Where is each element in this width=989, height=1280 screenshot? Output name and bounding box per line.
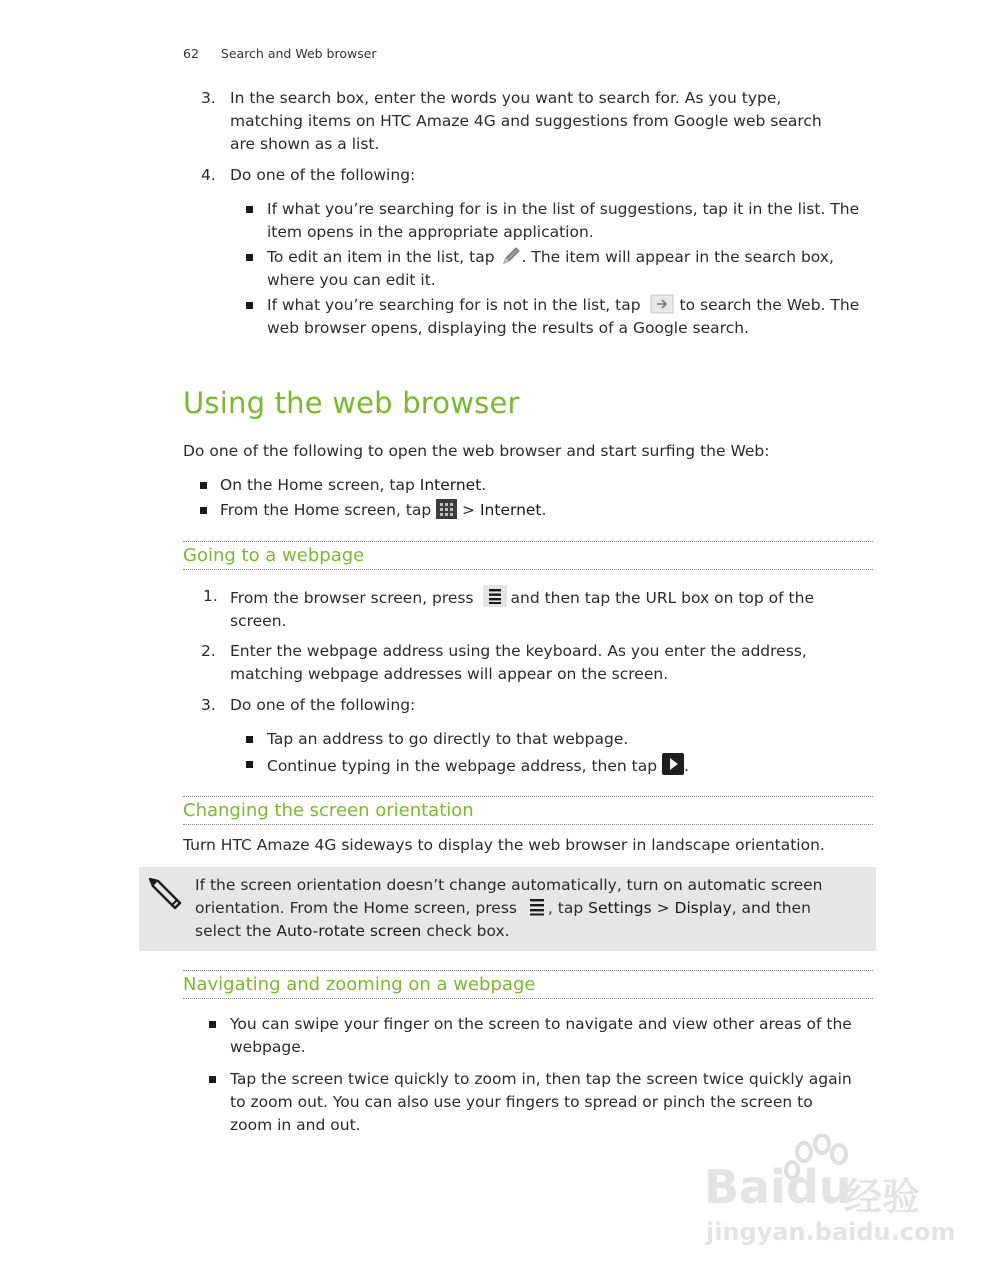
- section-title: Search and Web browser: [220, 46, 377, 61]
- pencil-note-icon: [147, 876, 183, 912]
- menu-icon: [483, 585, 507, 607]
- bullet-icon: [200, 507, 207, 514]
- subsection-heading: Going to a webpage: [183, 545, 365, 566]
- watermark-cn: 经验: [844, 1175, 921, 1219]
- page-number: 62: [183, 46, 199, 61]
- bullet-icon: [246, 736, 253, 743]
- intro-text: Do one of the following to open the web browser and start surfing the Web:: [183, 442, 770, 460]
- menu-icon: [526, 897, 548, 917]
- subsection-heading: Changing the screen orientation: [183, 800, 474, 821]
- divider: [183, 541, 873, 542]
- bullet-icon: [200, 482, 207, 489]
- divider: [183, 824, 873, 825]
- bullet-icon: [209, 1021, 216, 1028]
- watermark-url: jingyan.baidu.com: [706, 1218, 956, 1246]
- bullet-icon: [246, 206, 253, 213]
- play-go-icon: [662, 753, 684, 775]
- section-heading: Using the web browser: [183, 386, 520, 420]
- orientation-text: Turn HTC Amaze 4G sideways to display the web browser in landscape orientation.: [183, 836, 825, 854]
- pencil-icon: [500, 246, 522, 266]
- arrow-right-icon: [650, 294, 676, 314]
- bullet-icon: [246, 254, 253, 261]
- bullet-icon: [246, 302, 253, 309]
- note-text: If the screen orientation doesn’t change automatically, turn on automatic screen orientation. From the Home screen, press , tap Settings > Display, and then select the Auto-rotate screen check box.: [195, 876, 823, 940]
- subsection-heading: Navigating and zooming on a webpage: [183, 974, 536, 995]
- watermark-brand: Baidu: [704, 1160, 852, 1214]
- baidu-watermark: [700, 1140, 956, 1250]
- page-header: [183, 46, 377, 61]
- divider: [183, 998, 873, 999]
- divider: [183, 970, 873, 971]
- divider: [183, 569, 873, 570]
- bullet-icon: [209, 1076, 216, 1083]
- all-apps-icon: [436, 499, 457, 519]
- divider: [183, 796, 873, 797]
- bullet-icon: [246, 761, 253, 768]
